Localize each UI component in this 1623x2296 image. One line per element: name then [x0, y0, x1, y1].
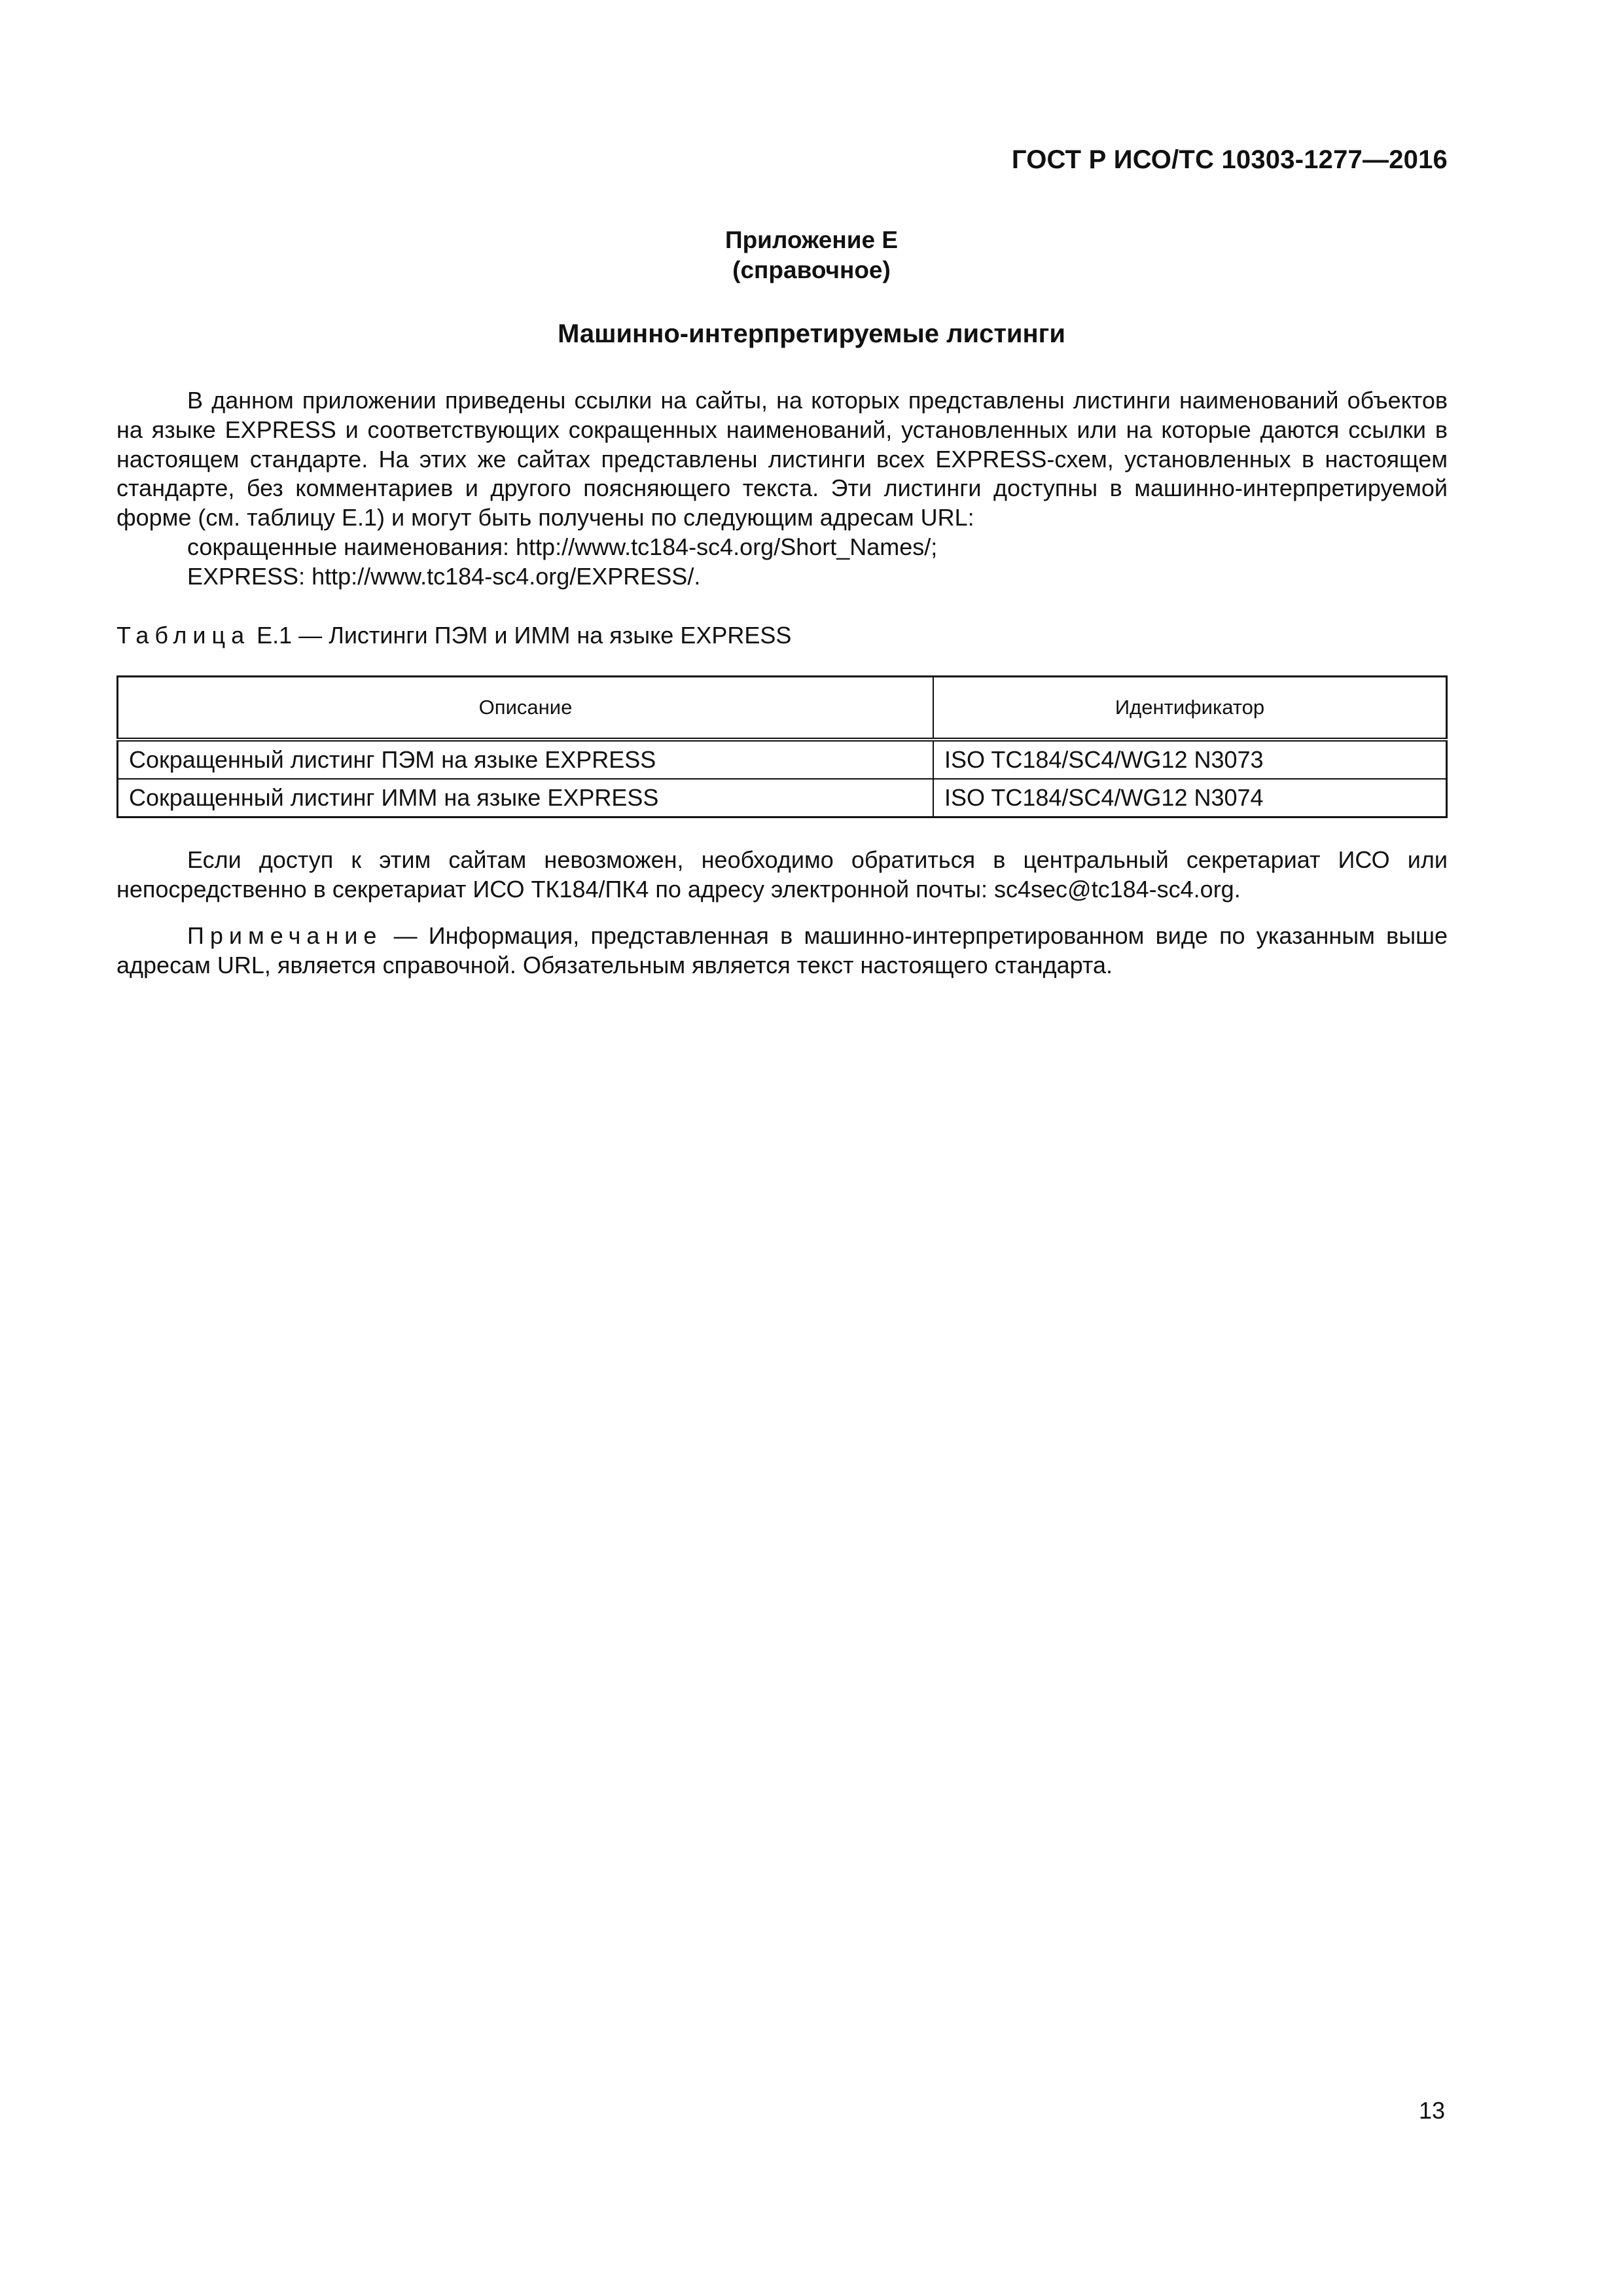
express-url: EXPRESS: http://www.tc184-sc4.org/EXPRESS/.	[187, 562, 701, 590]
note-text: — Информация, представленная в машинно-интерпретированном виде по указанным выше адресам URL, является справочной. Обязательным является текст настоящего стандарта.	[116, 922, 1448, 978]
annex-heading	[0, 225, 1623, 285]
page-number: 13	[1418, 2097, 1445, 2124]
cell-identifier: ISO TC184/SC4/WG12 N3073	[933, 740, 1447, 779]
column-header-identifier: Идентификатор	[933, 677, 1447, 740]
column-header-description: Описание	[118, 677, 934, 740]
cell-description: Сокращенный листинг ИММ на языке EXPRESS	[118, 779, 934, 817]
table-row	[118, 740, 1447, 779]
annex-title: Машинно-интерпретируемые листинги	[558, 319, 1065, 348]
table-row	[118, 779, 1447, 817]
table-header-row	[118, 677, 1447, 740]
cell-identifier: ISO TC184/SC4/WG12 N3074	[933, 779, 1447, 817]
note-label: Примечание	[187, 922, 383, 949]
table-caption-word: Таблица	[116, 622, 251, 649]
annex-label: Приложение Е	[724, 226, 899, 253]
cell-description: Сокращенный листинг ПЭМ на языке EXPRESS	[118, 740, 934, 779]
intro-section	[116, 386, 1448, 592]
standard-code-header: ГОСТ Р ИСО/ТС 10303-1277—2016	[1011, 145, 1448, 174]
table-caption-text: Е.1 — Листинги ПЭМ и ИММ на языке EXPRESS	[250, 622, 792, 649]
note-section	[116, 922, 1448, 980]
listings-table	[116, 675, 1448, 818]
contact-paragraph: Если доступ к этим сайтам невозможен, необходимо обратиться в центральный секретариат ИСО или непосредственно в секретариат ИСО ТК184/ПК4 по адресу электронной почты: sc4sec@tc184-sc4.org.	[116, 846, 1448, 903]
annex-status: (справочное)	[732, 257, 891, 283]
intro-paragraph: В данном приложении приведены ссылки на сайты, на которых представлены листинги наименований объектов на языке EXPRESS и соответствующих сокращенных наименований, установленных или на которые даются ссылки в настоящем стандарте. На этих же сайтах представлены листинги всех EXPRESS-схем, установленных в настоящем стандарте, без комментариев и другого поясняющего текста. Эти листинги доступны в машинно-интерпретируемой форме (см. таблицу Е.1) и могут быть получены по следующим адресам URL:	[116, 387, 1448, 531]
note-paragraph	[116, 922, 1448, 980]
table-caption	[116, 622, 791, 649]
short-names-url: сокращенные наименования: http://www.tc184-sc4.org/Short_Names/;	[187, 533, 938, 560]
contact-section	[116, 846, 1448, 905]
